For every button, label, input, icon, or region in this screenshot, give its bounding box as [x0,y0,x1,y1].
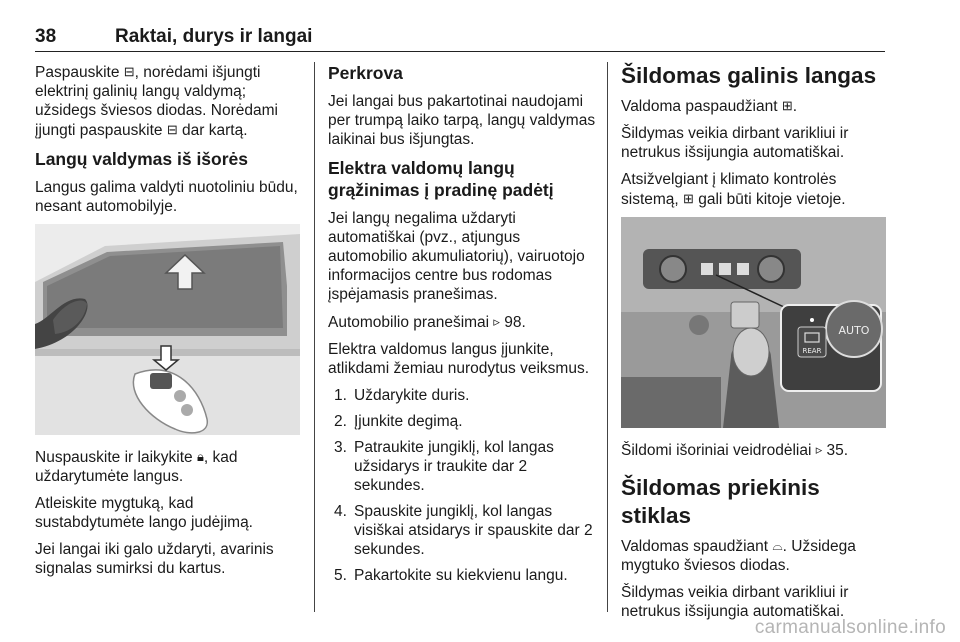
header-divider [35,51,885,52]
column-1 [35,62,300,586]
reset-intro-paragraph: Jei langų negalima uždaryti automatiškai (pvz., atjungus automobilio akumuliatorių), vairuotojo informacijos centre bus rodomas įspėjamasis pranešimas. [328,210,585,303]
lock-icon: 🔒︎ [196,449,204,464]
car-door-key-illustration [35,224,300,435]
window-lock-icon: ⊟ [123,64,135,79]
page-header [35,20,885,54]
overload-paragraph: Jei langai bus pakartotinai naudojami per trumpą laiko tarpą, langų valdymas laikinai bus išjungtas. [328,93,596,148]
rear-window-auto-off-paragraph: Šildymas veikia dirbant varikliui ir netrukus išsijungia automatiškai. [621,125,849,161]
windscreen-heat-icon: ⌓ [772,538,783,553]
column-3 [621,62,886,629]
release-button-paragraph: Atleiskite mygtuką, kad sustabdytumėte lango judėjimą. [35,495,253,531]
rear-defrost-icon: ⊞ [683,191,694,206]
reset-steps-list [328,386,596,585]
page-reference-icon: ▹ [815,442,823,457]
vehicle-messages-reference: Automobilio pranešimai ▹ 98. [328,314,526,331]
rear-defrost-icon: ⊞ [781,98,793,113]
column-divider-1 [314,62,315,612]
column-2 [328,62,596,592]
list-item: 3. Patraukite jungiklį, kol langas užsidarys ir traukite dar 2 sekundes. [334,439,554,494]
rear-window-location-paragraph: Atsižvelgiant į klimato kontrolės sistemą, ⊞ gali būti kitoje vietoje. [621,171,846,208]
watermark: carmanualsonline.info [754,617,946,638]
list-item: 1. Uždarykite duris. [334,387,470,404]
activation-paragraph: Elektra valdomus langus įjunkite, atlikdami žemiau nurodytus veiksmus. [328,341,590,377]
rear-label: REAR [802,347,822,355]
hazard-flash-paragraph: Jei langai iki galo uždaryti, avarinis signalas sumirksi du kartus. [35,541,274,577]
list-item: 4. Spauskite jungiklį, kol langas visiškai atsidarys ir spauskite dar 2 sekundes. [334,503,593,558]
auto-label: AUTO [838,324,870,337]
rear-window-lock-paragraph: Paspauskite ⊟, norėdami išjungti elektrinį galinių langų valdymą; užsidegs šviesos diodas. Norėdami įjungti paspauskite ⊟ dar kartą. [35,64,278,139]
page-number: 38 [35,26,57,47]
column-divider-2 [607,62,608,612]
heated-rear-window-heading: Šildomas galinis langas [621,63,877,88]
chapter-title: Raktai, durys ir langai [115,26,313,47]
hold-lock-paragraph: Nuspauskite ir laikykite 🔒︎, kad uždarytumėte langus. [35,449,238,485]
windscreen-auto-off-paragraph: Šildymas veikia dirbant varikliui ir netrukus išsijungia automatiškai. [621,584,849,620]
reset-heading: Elektra valdomų langų grąžinimas į pradinę padėtį [328,158,554,200]
page-reference-icon: ▹ [493,314,500,329]
heated-mirrors-reference: Šildomi išoriniai veidrodėliai ▹ 35. [621,442,849,459]
remote-operation-paragraph: Langus galima valdyti nuotoliniu būdu, nesant automobilyje. [35,179,298,215]
list-item: 5. Pakartokite su kiekvienu langu. [334,567,568,584]
remote-operation-heading: Langų valdymas iš išorės [35,149,249,169]
window-lock-icon: ⊟ [166,122,178,137]
windscreen-operation-paragraph: Valdomas spaudžiant ⌓. Užsidega mygtuko šviesos diodas. [621,538,856,574]
climate-control-illustration [621,217,886,428]
heated-windscreen-heading: Šildomas priekinis stiklas [621,475,820,528]
list-item: 2. Įjunkite degimą. [334,413,463,430]
overload-heading: Perkrova [328,63,403,83]
rear-window-operation-paragraph: Valdoma paspaudžiant ⊞. [621,98,798,115]
